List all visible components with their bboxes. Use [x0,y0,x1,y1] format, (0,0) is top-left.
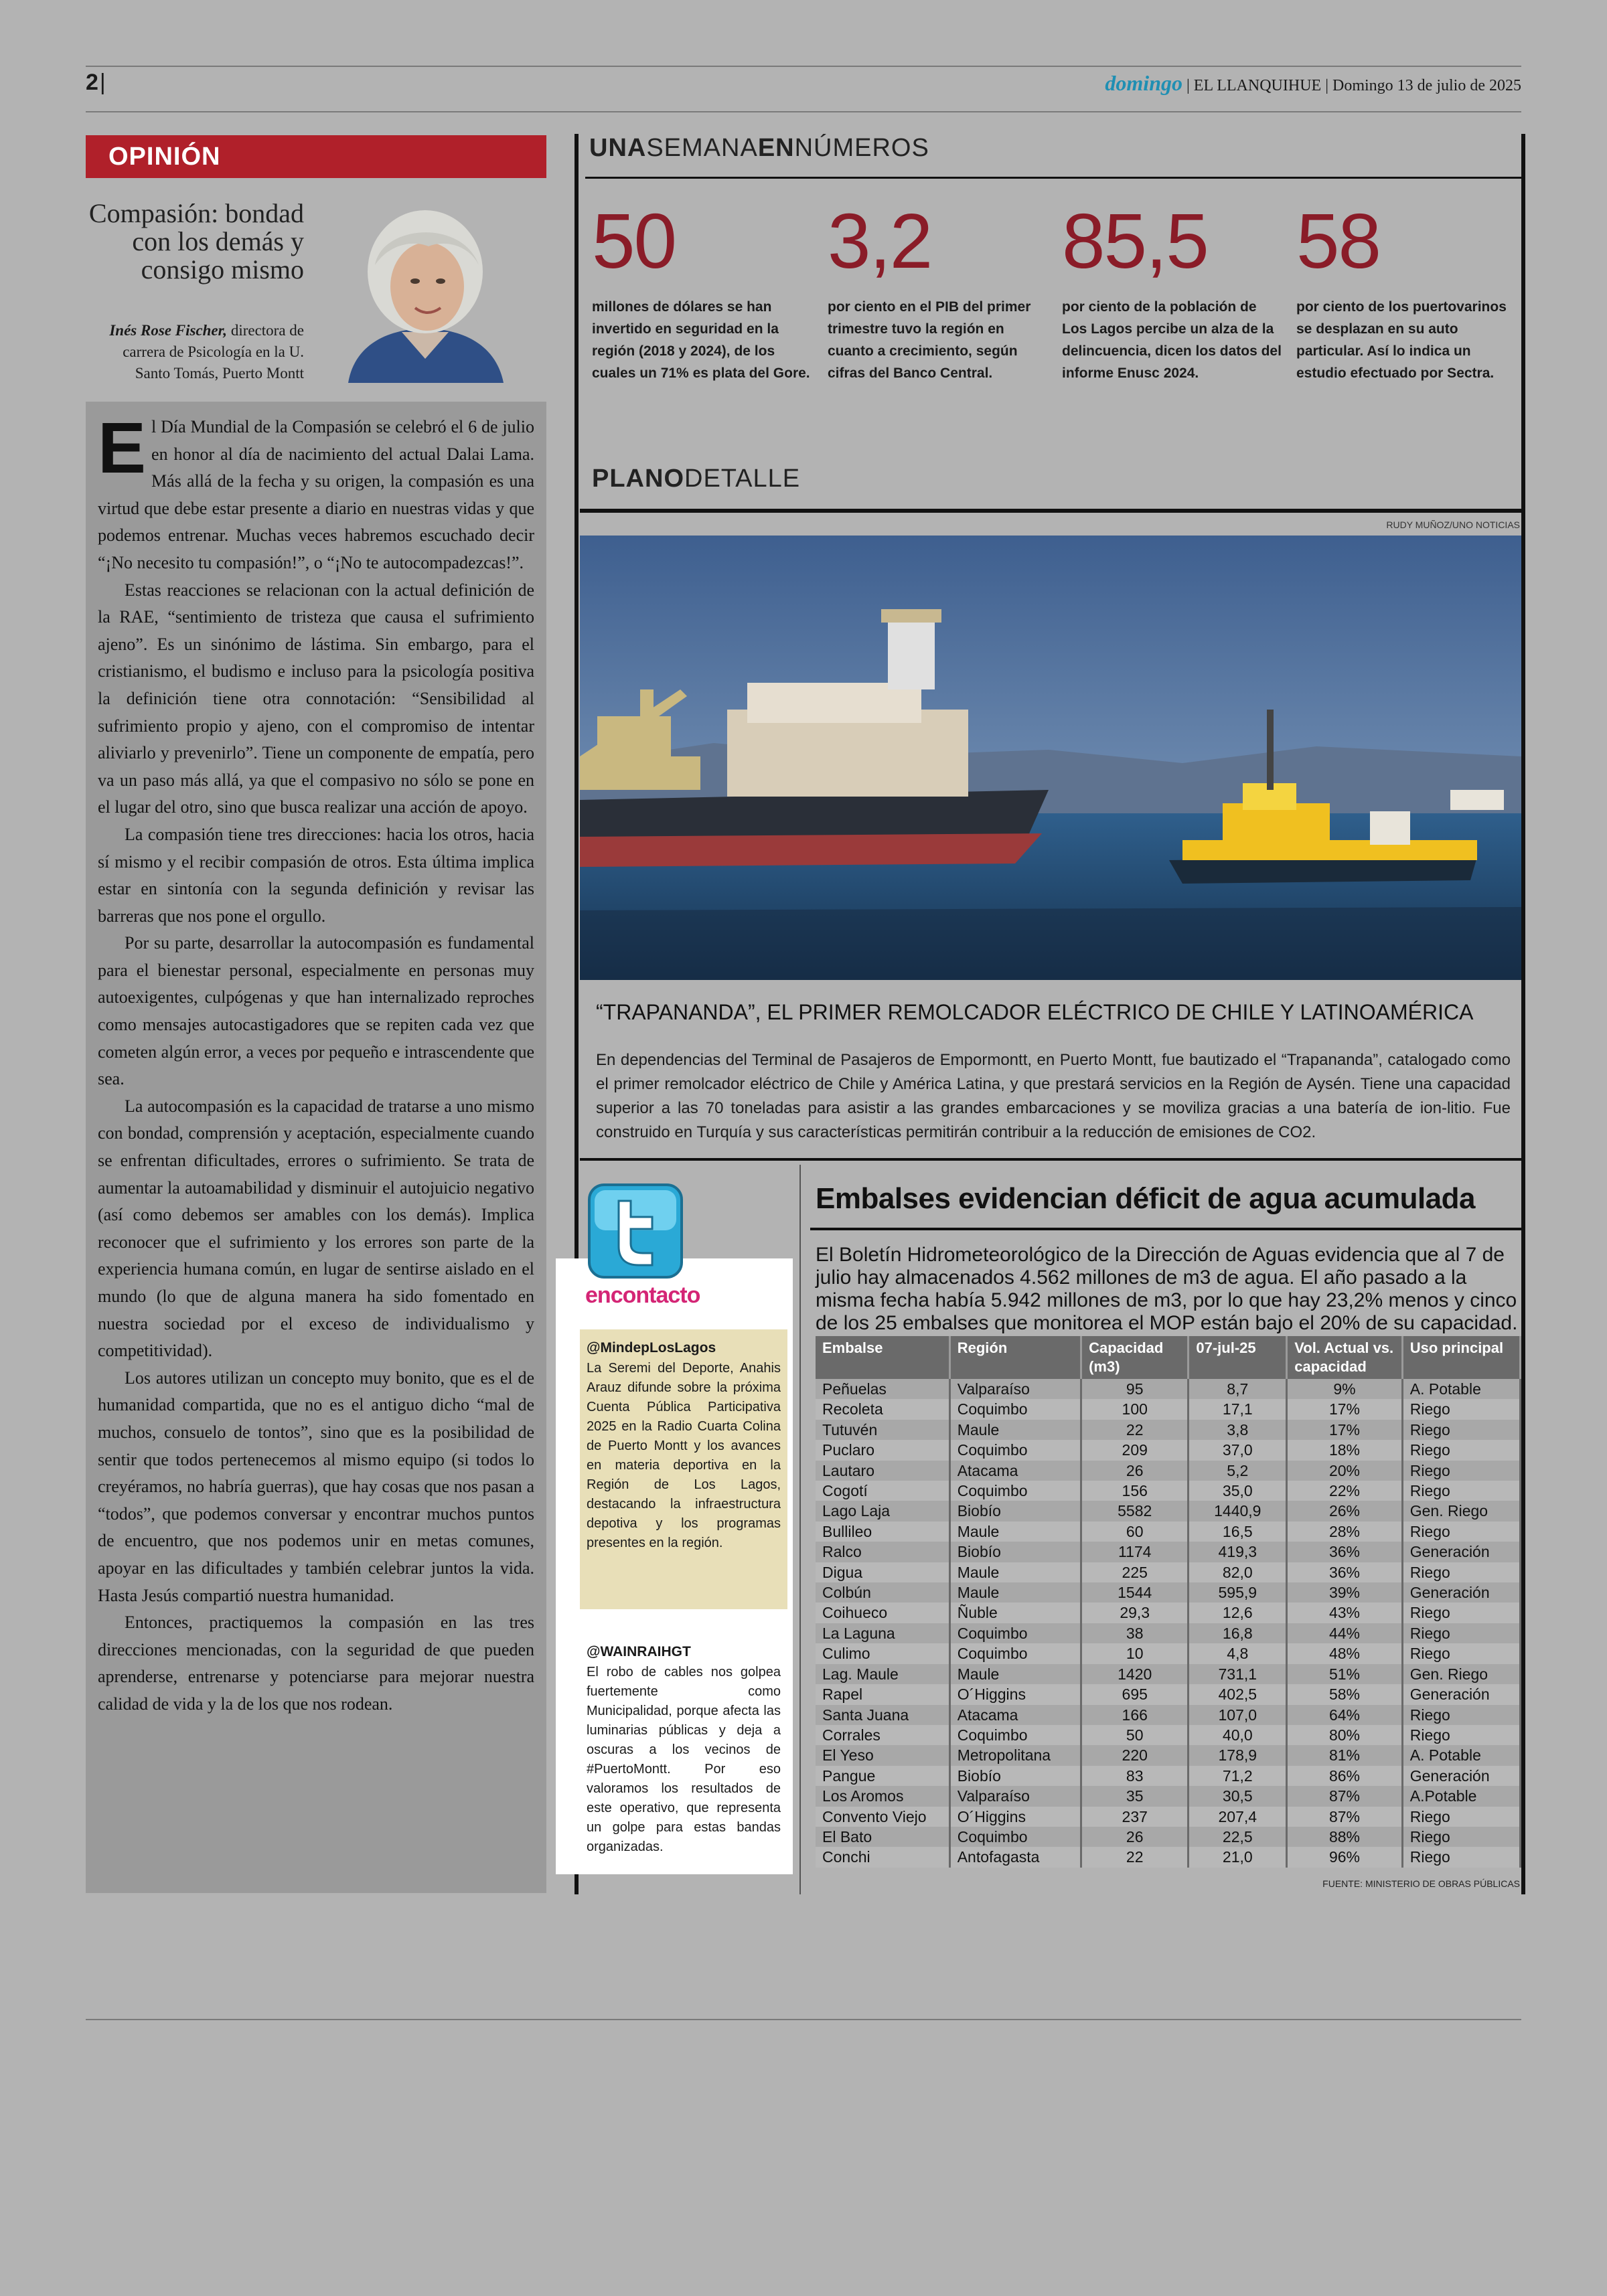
table-cell: 100 [1081,1399,1189,1419]
table-cell: Lautaro [816,1461,949,1481]
opinion-paragraph: El Día Mundial de la Compasión se celebró el 6 de julio en honor al día de nacimiento del actual Dalai Lama. Más allá de la fecha y su origen, la compasión es una virtud que debe estar presente a diario en nuestras vidas y que podemos entrenar. Muchas veces habremos escuchado decir “¡No necesito tu compasión!”, o “¡No te autocompadezcas!”. [98,407,534,572]
table-cell: Biobío [949,1542,1081,1562]
table-cell: 88% [1287,1827,1403,1847]
table-cell: 17% [1287,1399,1403,1419]
table-cell: 9% [1287,1379,1403,1399]
table-cell: 21,0 [1189,1847,1287,1867]
author-name: Inés Rose Fischer, [109,322,228,339]
table-cell: 86% [1287,1766,1403,1786]
table-cell: Bullileo [816,1522,949,1542]
table-cell: 595,9 [1189,1582,1287,1603]
table-cell: Peñuelas [816,1379,949,1399]
column-header: Embalse [816,1336,949,1379]
table-cell: 26 [1081,1461,1189,1481]
table-cell: Lago Laja [816,1501,949,1521]
table-cell: 22,5 [1189,1827,1287,1847]
table-row [816,1807,1521,1827]
tweet-card [580,1329,787,1609]
table-cell: El Yeso [816,1745,949,1765]
table-cell: Coihueco [816,1603,949,1623]
table-cell: Gen. Riego [1402,1501,1520,1521]
table-cell: Riego [1402,1461,1520,1481]
tweet-handle[interactable]: @MindepLosLagos [587,1340,716,1356]
table-cell: 107,0 [1189,1705,1287,1725]
table-cell: 4,8 [1189,1643,1287,1663]
table-cell: 5582 [1081,1501,1189,1521]
table-cell: 17,1 [1189,1399,1287,1419]
contacto-rule [799,1165,801,1894]
table-cell: Coquimbo [949,1399,1081,1419]
table-cell: 30,5 [1189,1786,1287,1806]
table-cell: 3,8 [1189,1420,1287,1440]
table-cell: Coquimbo [949,1643,1081,1663]
table-cell: 1174 [1081,1542,1189,1562]
table-cell: Coquimbo [949,1481,1081,1501]
table-cell: 35 [1081,1786,1189,1806]
table-cell: 50 [1081,1725,1189,1745]
table-cell: 51% [1287,1664,1403,1684]
table-cell: Tutuvén [816,1420,949,1440]
table-cell: 96% [1287,1847,1403,1867]
embalses-table [816,1336,1521,1868]
table-cell: 95 [1081,1379,1189,1399]
table-cell: 40,0 [1189,1725,1287,1745]
table-row [816,1542,1521,1562]
table-cell: 22 [1081,1420,1189,1440]
table-cell: 17% [1287,1420,1403,1440]
table-cell: 71,2 [1189,1766,1287,1786]
table-cell: 225 [1081,1562,1189,1582]
table-row [816,1745,1521,1765]
author-photo [328,198,522,383]
table-cell: Riego [1402,1643,1520,1663]
table-cell: Biobío [949,1766,1081,1786]
table-cell: 87% [1287,1807,1403,1827]
table-row [816,1786,1521,1806]
table-body [816,1379,1521,1868]
table-cell: 419,3 [1189,1542,1287,1562]
table-cell: 237 [1081,1807,1189,1827]
table-cell: Atacama [949,1705,1081,1725]
table-cell: Coquimbo [949,1725,1081,1745]
table-cell: Valparaíso [949,1379,1081,1399]
encontacto-label: encontacto [585,1283,700,1308]
table-cell: Generación [1402,1582,1520,1603]
table-cell: Riego [1402,1440,1520,1460]
table-cell: 1440,9 [1189,1501,1287,1521]
table-row [816,1522,1521,1542]
table-cell: 80% [1287,1725,1403,1745]
table-cell: Generación [1402,1684,1520,1704]
opinion-paragraph: Los autores utilizan un concepto muy bonito, que es el de humanidad compartida, que no es el antiguo dicho “mal de muchos, consuelo de tontos”, sino que es la posibilidad de sentir que todos pertenecemos al mismo equipo (si todos lo creyéramos, no habría guerras), que hay cosas que nos pasan a “todos”, que podemos conversar y encontrar muchos puntos de encuentro, que nos podemos unir en metas comunes, apoyar en las dificultades y también celebrar juntos la vida. Hasta Jesús compartió nuestra humanidad. [98,1368,534,1605]
column-header: 07-jul-25 [1189,1336,1287,1379]
table-cell: Ñuble [949,1603,1081,1623]
table-cell: Riego [1402,1399,1520,1419]
table-row [816,1684,1521,1704]
week-rule [585,177,1521,179]
table-row [816,1725,1521,1745]
table-cell: 83 [1081,1766,1189,1786]
table-cell: Riego [1402,1420,1520,1440]
table-cell: 39% [1287,1582,1403,1603]
opinion-body [86,402,546,1893]
table-cell: Coquimbo [949,1623,1081,1643]
brand-name: domingo [1105,71,1182,95]
table-cell: 695 [1081,1684,1189,1704]
table-cell: A. Potable [1402,1379,1520,1399]
table-row [816,1705,1521,1725]
dropcap: E [98,407,147,488]
opinion-paragraph: Entonces, practiquemos la compasión en las tres direcciones mencionadas, con la seguridad de que pueden aprenderse, entrenarse y potenciarse para mejorar nuestra calidad de vida y la de los que nos rodean. [98,1613,534,1714]
table-cell: Maule [949,1562,1081,1582]
tugboat-photo [580,536,1521,980]
stat-item [1296,197,1517,384]
table-cell: Antofagasta [949,1847,1081,1867]
table-cell: Maule [949,1420,1081,1440]
table-cell: 8,7 [1189,1379,1287,1399]
table-cell: 10 [1081,1643,1189,1663]
table-cell: 29,3 [1081,1603,1189,1623]
table-row [816,1399,1521,1419]
table-cell: El Bato [816,1827,949,1847]
stat-item [1062,197,1283,384]
caption-rule [580,1158,1521,1161]
table-cell: Colbún [816,1582,949,1603]
table-row [816,1766,1521,1786]
table-cell: Riego [1402,1522,1520,1542]
embalses-title: Embalses evidencian déficit de agua acumulada [816,1182,1475,1215]
opinion-paragraph: La compasión tiene tres direcciones: hacia los otros, hacia sí mismo y el recibir compasión de otros. Esta última implica estar en sintonía con la segunda definición y revisar las barreras que nos pone el orgullo. [98,824,534,926]
stat-text: por ciento de la población de Los Lagos percibe un alza de la delincuencia, dicen los datos del informe Enusc 2024. [1062,299,1282,381]
table-cell: Culimo [816,1643,949,1663]
table-cell: Generación [1402,1766,1520,1786]
opinion-paragraph: Por su parte, desarrollar la autocompasión es fundamental para el bienestar personal, especialmente en personas muy autoexigentes, culpógenas y que han internalizado reproches como mensajes autocastigadores que se repiten cada vez que cometen algún error, a veces por pequeño e intrascendente que sea. [98,933,534,1089]
column-header: Región [949,1336,1081,1379]
table-cell: 36% [1287,1542,1403,1562]
table-cell: Digua [816,1562,949,1582]
table-cell: 1544 [1081,1582,1189,1603]
header-rule-bottom [86,111,1521,112]
masthead: domingo | EL LLANQUIHUE | Domingo 13 de julio de 2025 [1105,71,1521,95]
table-cell: Conchi [816,1847,949,1867]
stat-text: millones de dólares se han invertido en seguridad en la región (2018 y 2024), de los cuales un 71% es plata del Gore. [592,299,810,381]
plano-detalle-title: PLANODETALLE [592,465,801,493]
table-cell: A.Potable [1402,1786,1520,1806]
table-row [816,1827,1521,1847]
table-row [816,1623,1521,1643]
table-cell: Maule [949,1522,1081,1542]
stat-text: por ciento de los puertovarinos se desplazan en su auto particular. Así lo indica un estudio efectuado por Sectra. [1296,299,1507,381]
embalses-intro: El Boletín Hidrometeorológico de la Dirección de Aguas evidencia que al 7 de julio hay almacenados 4.562 millones de m3 de agua. El año pasado a la misma fecha había 5.942 millones de m3, por lo que hay 23,2% menos y cinco de los 25 embalses que monitorea el MOP están bajo el 20% de su capacidad. [816,1244,1518,1334]
table-cell: 209 [1081,1440,1189,1460]
page-number: 2 | [86,70,106,96]
plano-rule [580,509,1521,513]
table-cell: 156 [1081,1481,1189,1501]
table-row [816,1562,1521,1582]
table-cell: Metropolitana [949,1745,1081,1765]
table-cell: Ralco [816,1542,949,1562]
stat-item [828,197,1049,384]
table-cell: La Laguna [816,1623,949,1643]
table-cell: 220 [1081,1745,1189,1765]
table-cell: Puclaro [816,1440,949,1460]
opinion-paragraph: Estas reacciones se relacionan con la actual definición de la RAE, “sentimiento de tristeza que causa el sufrimiento ajeno”. Es un sinónimo de lástima. Sin embargo, para el cristianismo, el budismo e incluso para la psicología positiva la definición tiene otra connotación: “Sensibilidad al sufrimiento propio y ajeno, con el compromiso de intentar aliviarlo y prevenirlo”. Tiene un componente de empatía, pero va un paso más allá, ya que el compasivo no sólo se pone en el lugar del otro, sino que busca realizar una acción de apoyo. [98,580,534,817]
table-row [816,1582,1521,1603]
header-rule-top [86,66,1521,67]
opinion-section-label: OPINIÓN [86,135,546,178]
tweet-text: La Seremi del Deporte, Anahis Arauz difunde sobre la próxima Cuenta Pública Participativa 2025 en la Radio Cuarta Colina de Puerto Montt y los avances en materia deportiva en la Región de Los Lagos, destacando la infraestructura depotiva y los programas presentes en la región. [587,1361,781,1550]
table-cell: 402,5 [1189,1684,1287,1704]
author-role: directora de carrera de Psicología en la U. Santo Tomás, Puerto Montt [123,322,304,382]
table-source: FUENTE: MINISTERIO DE OBRAS PÚBLICAS [1322,1878,1520,1889]
table-cell: Riego [1402,1827,1520,1847]
stat-number: 3,2 [828,197,932,284]
table-cell: Riego [1402,1705,1520,1725]
table-cell: 87% [1287,1786,1403,1806]
table-row [816,1603,1521,1623]
table-cell: Riego [1402,1481,1520,1501]
table-cell: 207,4 [1189,1807,1287,1827]
table-row [816,1501,1521,1521]
table-cell: 38 [1081,1623,1189,1643]
stat-number: 50 [592,197,676,284]
tweet-handle[interactable]: @WAINRAIHGT [587,1644,691,1659]
photo-caption-body: En dependencias del Terminal de Pasajeros de Empormontt, en Puerto Montt, fue bautizado el “Trapananda”, catalogado como el primer remolcador eléctrico de Chile y América Latina, y que prestará servicios en la Región de Aysén. Tiene una capacidad superior a las 70 toneladas para asistir a las grandes embarcaciones y se moviliza gracias a una batería de ion-litio. Fue construido en Turquía y sus características permitirán contribuir a la reducción de emisiones de CO2. [596,1051,1511,1141]
table-cell: 166 [1081,1705,1189,1725]
table-cell: Santa Juana [816,1705,949,1725]
table-cell: Rapel [816,1684,949,1704]
table-cell: 22 [1081,1847,1189,1867]
table-cell: 58% [1287,1684,1403,1704]
column-header: Vol. Actual vs. capacidad [1287,1336,1403,1379]
table-cell: Pangue [816,1766,949,1786]
opinion-paragraph: La autocompasión es la capacidad de tratarse a uno mismo con bondad, comprensión y aceptación, especialmente cuando se enfrentan dificultades, errores o sufrimiento. Se trata de aumentar la autoamabilidad y disminuir el autojuicio negativo (así como debemos ser amables con los demás). Implica reconocer que el sufrimiento y los errores son parte de la experiencia humana común, en lugar de sentirse aislado en el mundo (lo que de alguna manera ha sido fomentado en nuestra sociedad por el exceso de individualismo y competitividad). [98,1096,534,1361]
embalses-rule [810,1228,1521,1230]
table-cell: 731,1 [1189,1664,1287,1684]
table-cell: Los Aromos [816,1786,949,1806]
table-cell: Convento Viejo [816,1807,949,1827]
table-cell: 18% [1287,1440,1403,1460]
table-cell: Maule [949,1582,1081,1603]
table-cell: 12,6 [1189,1603,1287,1623]
table-cell: Valparaíso [949,1786,1081,1806]
table-cell: Riego [1402,1725,1520,1745]
section-rule-right [1521,134,1525,1894]
table-cell: Atacama [949,1461,1081,1481]
table-cell: 48% [1287,1643,1403,1663]
stat-number: 85,5 [1062,197,1208,284]
column-header: Capacidad (m3) [1081,1336,1189,1379]
table-cell: 60 [1081,1522,1189,1542]
table-row [816,1664,1521,1684]
table-cell: Riego [1402,1807,1520,1827]
table-cell: Corrales [816,1725,949,1745]
table-cell: Riego [1402,1562,1520,1582]
table-cell: Biobío [949,1501,1081,1521]
week-in-numbers-title: UNASEMANAENNÚMEROS [589,134,929,162]
table-row [816,1379,1521,1399]
table-cell: 178,9 [1189,1745,1287,1765]
table-cell: A. Potable [1402,1745,1520,1765]
table-cell: 1420 [1081,1664,1189,1684]
opinion-author [86,320,304,384]
table-cell: Coquimbo [949,1827,1081,1847]
table-cell: 64% [1287,1705,1403,1725]
stat-item [592,197,813,384]
table-row [816,1643,1521,1663]
photo-credit: RUDY MUÑOZ/UNO NOTICIAS [1386,519,1520,530]
table-cell: 20% [1287,1461,1403,1481]
opinion-title: Compasión: bondad con los demás y consigo mismo [88,198,304,284]
table-row [816,1847,1521,1867]
table-cell: Coquimbo [949,1440,1081,1460]
table-row [816,1420,1521,1440]
tweet-text: El robo de cables nos golpea fuertemente como Municipalidad, porque afecta las luminarias públicas y deja a oscuras a los vecinos de #PuertoMontt. Por eso valoramos los resultados de este operativo, que representa un golpe para estas bandas organizadas. [587,1665,781,1854]
stat-number: 58 [1296,197,1381,284]
table-cell: 16,8 [1189,1623,1287,1643]
table-cell: Maule [949,1664,1081,1684]
table-cell: 81% [1287,1745,1403,1765]
table-cell: Cogotí [816,1481,949,1501]
table-cell: 5,2 [1189,1461,1287,1481]
tweet-card [580,1633,787,1864]
table-cell: 16,5 [1189,1522,1287,1542]
twitter-icon [587,1182,684,1280]
paper-name: EL LLANQUIHUE [1193,77,1322,94]
table-cell: Lag. Maule [816,1664,949,1684]
table-row [816,1440,1521,1460]
table-cell: 36% [1287,1562,1403,1582]
photo-caption-title: “TRAPANANDA”, EL PRIMER REMOLCADOR ELÉCTRICO DE CHILE Y LATINOAMÉRICA [596,1000,1474,1024]
table-cell: 44% [1287,1623,1403,1643]
table-cell: Recoleta [816,1399,949,1419]
table-cell: O´Higgins [949,1807,1081,1827]
column-header: Uso principal [1402,1336,1520,1379]
table-cell: Riego [1402,1603,1520,1623]
table-cell: O´Higgins [949,1684,1081,1704]
table-cell: 35,0 [1189,1481,1287,1501]
table-cell: 26 [1081,1827,1189,1847]
table-cell: Riego [1402,1623,1520,1643]
table-cell: 37,0 [1189,1440,1287,1460]
table-header-row [816,1336,1521,1379]
table-cell: Generación [1402,1542,1520,1562]
table-cell: 22% [1287,1481,1403,1501]
table-cell: 26% [1287,1501,1403,1521]
footer-rule [86,2019,1521,2020]
table-row [816,1461,1521,1481]
table-cell: 43% [1287,1603,1403,1623]
table-row [816,1481,1521,1501]
table-cell: 28% [1287,1522,1403,1542]
table-cell: Gen. Riego [1402,1664,1520,1684]
table-cell: Riego [1402,1847,1520,1867]
stat-text: por ciento en el PIB del primer trimestre tuvo la región en cuanto a crecimiento, según cifras del Banco Central. [828,299,1031,381]
issue-date: Domingo 13 de julio de 2025 [1332,77,1521,94]
table-cell: 82,0 [1189,1562,1287,1582]
